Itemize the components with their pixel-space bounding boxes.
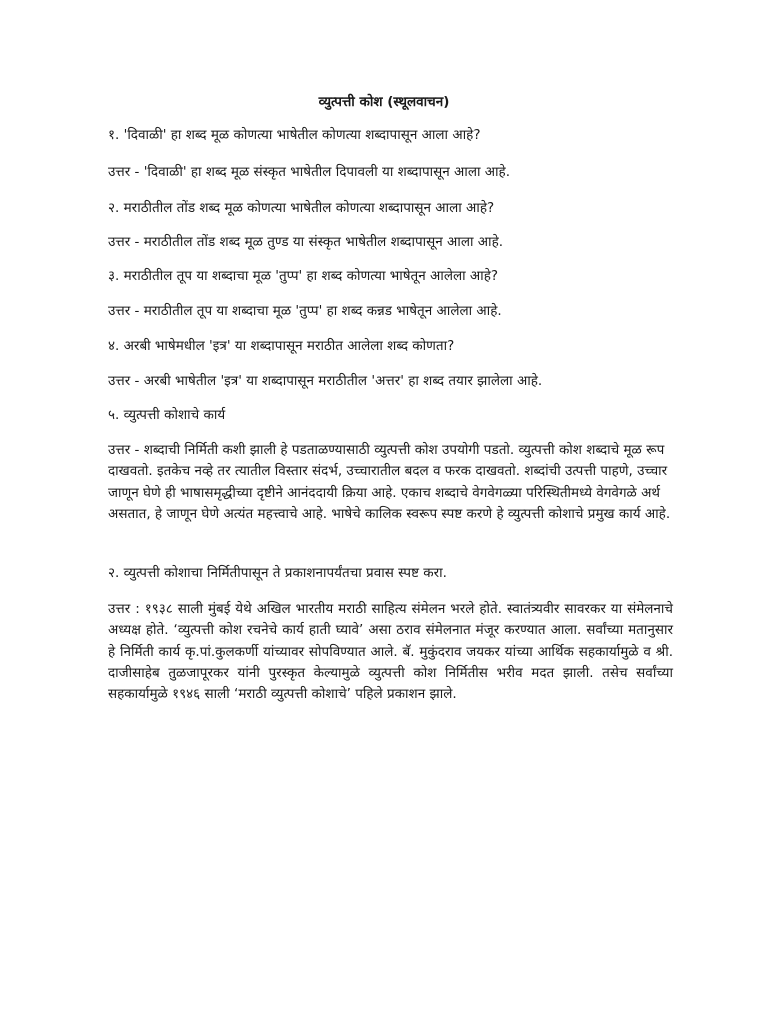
answer-4: उत्तर - अरबी भाषेतील 'इत्र' या शब्दापासून मराठीतील 'अत्तर' हा शब्द तयार झालेला आहे. bbox=[108, 373, 543, 389]
answer-5: उत्तर - शब्दाची निर्मिती कशी झाली हे पडताळण्यासाठी व्युत्पत्ती कोश उपयोगी पडतो. व्युत्पत्ती कोश शब्दाचे मूळ रूप दाखवतो. इतकेच नव्हे तर त्यातील विस्तार संदर्भ, उच्चारातील बदल व फरक दाखवतो. शब्दांची उत्पत्ती पाहणे, उच्चार जाणून घेणे ही भाषासमृद्धीच्या दृष्टीने आनंददायी क्रिया आहे. एकाच शब्दाचे वेगवेगळ्या परिस्थितीमध्ये वेगवेगळे अर्थ असतात, हे जाणून घेणे अत्यंत महत्त्वाचे आहे. भाषेचे कालिक स्वरूप स्पष्ट करणे हे व्युत्पत्ती कोशाचे प्रमुख कार्य आहे. bbox=[108, 442, 671, 522]
answer-6: उत्तर : १९३८ साली मुंबई येथे अखिल भारतीय मराठी साहित्य संमेलन भरले होते. स्वातंत्र्यवीर सावरकर या संमेलनाचे अध्यक्ष होते. ‘व्युत्पत्ती कोश रचनेचे कार्य हाती घ्यावे’ असा ठराव संमेलनात मंजूर करण्यात आला. सर्वांच्या मतानुसार हे निर्मिती कार्य कृ.पां.कुलकर्णी यांच्यावर सोपविण्यात आले. बॅ. मुकुंदराव जयकर यांच्या आर्थिक सहकार्यामुळे व श्री. दाजीसाहेब तुळजापूरकर यांनी पुरस्कृत केल्यामुळे व्युत्पत्ती कोश निर्मितीस भरीव मदत झाली. तसेच सर्वांच्या सहकार्यामुळे १९४६ साली ‘मराठी व्युत्पत्ती कोशाचे’ पहिले प्रकाशन झाले. bbox=[108, 601, 673, 703]
question-5: ५. व्युत्पत्ती कोशाचे कार्य bbox=[108, 407, 226, 423]
answer-2: उत्तर - मराठीतील तोंड शब्द मूळ तुण्ड या संस्कृत भाषेतील शब्दापासून आला आहे. bbox=[108, 234, 504, 250]
answer-3: उत्तर - मराठीतील तूप या शब्दाचा मूळ 'तुप्प' हा शब्द कन्नड भाषेतून आलेला आहे. bbox=[108, 303, 502, 319]
document-title: व्युत्पत्ती कोश (स्थूलवाचन) bbox=[318, 94, 450, 110]
question-6: २. व्युत्पत्ती कोशाचा निर्मितीपासून ते प्रकाशनापर्यंतचा प्रवास स्पष्ट करा. bbox=[108, 565, 447, 581]
question-1: १. 'दिवाळी' हा शब्द मूळ कोणत्या भाषेतील कोणत्या शब्दापासून आला आहे? bbox=[108, 127, 481, 143]
question-3: ३. मराठीतील तूप या शब्दाचा मूळ 'तुप्प' हा शब्द कोणत्या भाषेतून आलेला आहे? bbox=[108, 268, 499, 284]
question-2: २. मराठीतील तोंड शब्द मूळ कोणत्या भाषेतील कोणत्या शब्दापासून आला आहे? bbox=[108, 200, 495, 216]
question-4: ४. अरबी भाषेमधील 'इत्र' या शब्दापासून मराठीत आलेला शब्द कोणता? bbox=[108, 338, 455, 354]
answer-1: उत्तर - 'दिवाळी' हा शब्द मूळ संस्कृत भाषेतील दिपावली या शब्दापासून आला आहे. bbox=[108, 164, 511, 180]
